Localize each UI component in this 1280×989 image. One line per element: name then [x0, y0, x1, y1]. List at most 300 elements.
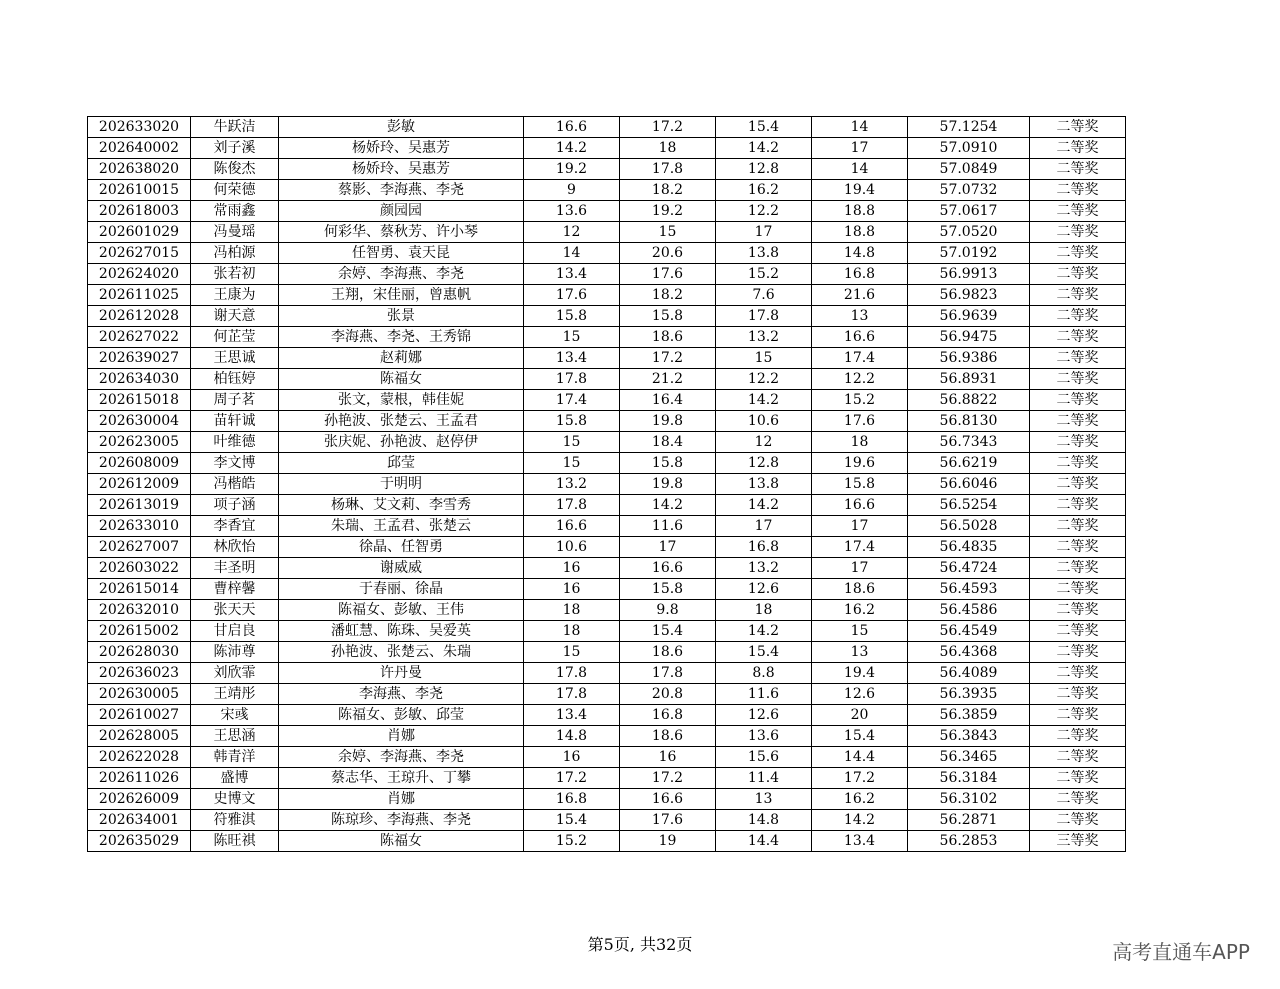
award-cell: 二等奖: [1030, 621, 1126, 642]
teacher-cell: 任智勇、袁天昆: [279, 243, 524, 264]
teacher-cell: 杨娇玲、吴惠芳: [279, 138, 524, 159]
score-1-cell: 13.2: [524, 474, 620, 495]
award-cell: 二等奖: [1030, 768, 1126, 789]
student-name-cell: 曹梓馨: [191, 579, 279, 600]
score-1-cell: 14.8: [524, 726, 620, 747]
student-name-cell: 冯曼瑶: [191, 222, 279, 243]
table-row: [88, 600, 1126, 621]
score-3-cell: 14.2: [716, 621, 812, 642]
student-id-cell: 202636023: [88, 663, 191, 684]
score-1-cell: 17.8: [524, 663, 620, 684]
award-cell: 二等奖: [1030, 180, 1126, 201]
score-4-cell: 14.4: [812, 747, 908, 768]
score-1-cell: 15.8: [524, 411, 620, 432]
score-1-cell: 15: [524, 432, 620, 453]
table-row: [88, 327, 1126, 348]
score-2-cell: 18.2: [620, 180, 716, 201]
score-4-cell: 13: [812, 306, 908, 327]
score-3-cell: 13.6: [716, 726, 812, 747]
award-cell: 二等奖: [1030, 306, 1126, 327]
score-2-cell: 15.8: [620, 453, 716, 474]
total-score-cell: 56.8931: [908, 369, 1030, 390]
score-3-cell: 13.2: [716, 558, 812, 579]
student-name-cell: 王思涵: [191, 726, 279, 747]
teacher-cell: 孙艳波、张楚云、王孟君: [279, 411, 524, 432]
student-id-cell: 202611026: [88, 768, 191, 789]
teacher-cell: 于春丽、徐晶: [279, 579, 524, 600]
score-4-cell: 14.2: [812, 810, 908, 831]
student-name-cell: 李文博: [191, 453, 279, 474]
total-score-cell: 56.9823: [908, 285, 1030, 306]
table-row: [88, 621, 1126, 642]
teacher-cell: 陈福女: [279, 369, 524, 390]
student-id-cell: 202627015: [88, 243, 191, 264]
student-id-cell: 202624020: [88, 264, 191, 285]
student-id-cell: 202613019: [88, 495, 191, 516]
award-cell: 二等奖: [1030, 789, 1126, 810]
score-4-cell: 15.8: [812, 474, 908, 495]
award-cell: 二等奖: [1030, 138, 1126, 159]
total-score-cell: 56.5254: [908, 495, 1030, 516]
student-id-cell: 202634001: [88, 810, 191, 831]
score-3-cell: 13.8: [716, 474, 812, 495]
teacher-cell: 张景: [279, 306, 524, 327]
score-2-cell: 9.8: [620, 600, 716, 621]
score-4-cell: 21.6: [812, 285, 908, 306]
score-3-cell: 15.2: [716, 264, 812, 285]
award-cell: 二等奖: [1030, 537, 1126, 558]
table-row: [88, 495, 1126, 516]
table-row: [88, 411, 1126, 432]
award-cell: 二等奖: [1030, 264, 1126, 285]
award-cell: 二等奖: [1030, 243, 1126, 264]
teacher-cell: 李海燕、李尧: [279, 684, 524, 705]
total-score-cell: 56.9913: [908, 264, 1030, 285]
score-1-cell: 18: [524, 621, 620, 642]
award-cell: 二等奖: [1030, 348, 1126, 369]
award-cell: 二等奖: [1030, 747, 1126, 768]
score-4-cell: 18: [812, 432, 908, 453]
score-1-cell: 19.2: [524, 159, 620, 180]
score-3-cell: 12.6: [716, 579, 812, 600]
student-name-cell: 丰圣明: [191, 558, 279, 579]
score-1-cell: 17.8: [524, 495, 620, 516]
total-score-cell: 56.3843: [908, 726, 1030, 747]
student-id-cell: 202608009: [88, 453, 191, 474]
award-cell: 二等奖: [1030, 474, 1126, 495]
score-3-cell: 12.2: [716, 369, 812, 390]
score-1-cell: 13.4: [524, 264, 620, 285]
score-1-cell: 18: [524, 600, 620, 621]
score-4-cell: 19.4: [812, 663, 908, 684]
teacher-cell: 陈琼珍、李海燕、李尧: [279, 810, 524, 831]
table-row: [88, 726, 1126, 747]
student-id-cell: 202630005: [88, 684, 191, 705]
score-2-cell: 17.2: [620, 348, 716, 369]
table-row: [88, 579, 1126, 600]
score-4-cell: 16.2: [812, 600, 908, 621]
total-score-cell: 56.2853: [908, 831, 1030, 852]
score-3-cell: 15.4: [716, 117, 812, 138]
score-3-cell: 13.8: [716, 243, 812, 264]
score-3-cell: 16.2: [716, 180, 812, 201]
student-id-cell: 202630004: [88, 411, 191, 432]
table-row: [88, 663, 1126, 684]
score-2-cell: 16.6: [620, 558, 716, 579]
student-name-cell: 冯楷皓: [191, 474, 279, 495]
score-3-cell: 14.8: [716, 810, 812, 831]
student-name-cell: 张若初: [191, 264, 279, 285]
total-score-cell: 56.4368: [908, 642, 1030, 663]
award-cell: 二等奖: [1030, 222, 1126, 243]
score-2-cell: 19.8: [620, 411, 716, 432]
student-name-cell: 项子涵: [191, 495, 279, 516]
table-row: [88, 285, 1126, 306]
score-3-cell: 15.6: [716, 747, 812, 768]
student-name-cell: 陈俊杰: [191, 159, 279, 180]
teacher-cell: 潘虹慧、陈珠、吴爱英: [279, 621, 524, 642]
total-score-cell: 56.9386: [908, 348, 1030, 369]
score-2-cell: 20.6: [620, 243, 716, 264]
student-id-cell: 202635029: [88, 831, 191, 852]
student-name-cell: 宋彧: [191, 705, 279, 726]
score-1-cell: 16: [524, 747, 620, 768]
teacher-cell: 陈福女、彭敏、王伟: [279, 600, 524, 621]
score-3-cell: 12.8: [716, 453, 812, 474]
score-1-cell: 17.2: [524, 768, 620, 789]
score-2-cell: 18.6: [620, 327, 716, 348]
teacher-cell: 陈福女: [279, 831, 524, 852]
total-score-cell: 56.4593: [908, 579, 1030, 600]
student-name-cell: 史博文: [191, 789, 279, 810]
score-2-cell: 16.8: [620, 705, 716, 726]
student-name-cell: 牛跃洁: [191, 117, 279, 138]
student-name-cell: 何芷莹: [191, 327, 279, 348]
student-name-cell: 陈沛尊: [191, 642, 279, 663]
student-name-cell: 林欣怡: [191, 537, 279, 558]
score-4-cell: 17: [812, 516, 908, 537]
score-2-cell: 16.4: [620, 390, 716, 411]
score-4-cell: 16.8: [812, 264, 908, 285]
student-name-cell: 王康为: [191, 285, 279, 306]
score-1-cell: 15.8: [524, 306, 620, 327]
student-id-cell: 202626009: [88, 789, 191, 810]
total-score-cell: 57.0849: [908, 159, 1030, 180]
award-cell: 三等奖: [1030, 831, 1126, 852]
score-2-cell: 19: [620, 831, 716, 852]
table-row: [88, 180, 1126, 201]
table-row: [88, 201, 1126, 222]
award-cell: 二等奖: [1030, 201, 1126, 222]
total-score-cell: 56.4835: [908, 537, 1030, 558]
score-2-cell: 21.2: [620, 369, 716, 390]
score-3-cell: 17: [716, 222, 812, 243]
total-score-cell: 56.3465: [908, 747, 1030, 768]
teacher-cell: 于明明: [279, 474, 524, 495]
score-1-cell: 15.4: [524, 810, 620, 831]
student-id-cell: 202610015: [88, 180, 191, 201]
award-cell: 二等奖: [1030, 642, 1126, 663]
total-score-cell: 56.7343: [908, 432, 1030, 453]
student-name-cell: 何荣德: [191, 180, 279, 201]
student-name-cell: 盛博: [191, 768, 279, 789]
score-3-cell: 16.8: [716, 537, 812, 558]
student-id-cell: 202640002: [88, 138, 191, 159]
award-cell: 二等奖: [1030, 411, 1126, 432]
score-4-cell: 13: [812, 642, 908, 663]
table-row: [88, 453, 1126, 474]
student-name-cell: 符雅淇: [191, 810, 279, 831]
student-id-cell: 202611025: [88, 285, 191, 306]
table-row: [88, 159, 1126, 180]
score-1-cell: 14: [524, 243, 620, 264]
score-1-cell: 16.6: [524, 117, 620, 138]
total-score-cell: 56.8822: [908, 390, 1030, 411]
teacher-cell: 余婷、李海燕、李尧: [279, 747, 524, 768]
student-name-cell: 张天天: [191, 600, 279, 621]
total-score-cell: 57.0617: [908, 201, 1030, 222]
score-1-cell: 13.6: [524, 201, 620, 222]
student-id-cell: 202610027: [88, 705, 191, 726]
score-1-cell: 15: [524, 327, 620, 348]
student-id-cell: 202618003: [88, 201, 191, 222]
score-1-cell: 15.2: [524, 831, 620, 852]
award-cell: 二等奖: [1030, 663, 1126, 684]
score-1-cell: 17.4: [524, 390, 620, 411]
score-2-cell: 20.8: [620, 684, 716, 705]
total-score-cell: 57.0520: [908, 222, 1030, 243]
score-2-cell: 18.4: [620, 432, 716, 453]
total-score-cell: 56.4089: [908, 663, 1030, 684]
student-id-cell: 202612009: [88, 474, 191, 495]
total-score-cell: 56.5028: [908, 516, 1030, 537]
student-name-cell: 王靖彤: [191, 684, 279, 705]
student-name-cell: 周子茗: [191, 390, 279, 411]
student-id-cell: 202632010: [88, 600, 191, 621]
score-2-cell: 15.8: [620, 579, 716, 600]
student-name-cell: 常雨鑫: [191, 201, 279, 222]
total-score-cell: 56.3184: [908, 768, 1030, 789]
student-name-cell: 刘欣霏: [191, 663, 279, 684]
score-3-cell: 15.4: [716, 642, 812, 663]
score-3-cell: 12: [716, 432, 812, 453]
total-score-cell: 56.8130: [908, 411, 1030, 432]
score-1-cell: 14.2: [524, 138, 620, 159]
score-3-cell: 8.8: [716, 663, 812, 684]
score-2-cell: 19.8: [620, 474, 716, 495]
award-cell: 二等奖: [1030, 810, 1126, 831]
score-2-cell: 15.8: [620, 306, 716, 327]
total-score-cell: 56.9639: [908, 306, 1030, 327]
score-3-cell: 14.2: [716, 138, 812, 159]
table-row: [88, 768, 1126, 789]
student-name-cell: 冯柏源: [191, 243, 279, 264]
total-score-cell: 57.0732: [908, 180, 1030, 201]
score-4-cell: 16.6: [812, 495, 908, 516]
total-score-cell: 56.3859: [908, 705, 1030, 726]
score-4-cell: 17.2: [812, 768, 908, 789]
teacher-cell: 何彩华、蔡秋芳、许小琴: [279, 222, 524, 243]
teacher-cell: 谢威威: [279, 558, 524, 579]
score-4-cell: 18.8: [812, 201, 908, 222]
score-4-cell: 16.2: [812, 789, 908, 810]
award-cell: 二等奖: [1030, 726, 1126, 747]
score-2-cell: 17: [620, 537, 716, 558]
score-1-cell: 9: [524, 180, 620, 201]
watermark-text: 高考直通车APP: [1112, 940, 1250, 964]
score-3-cell: 13: [716, 789, 812, 810]
score-3-cell: 14.2: [716, 390, 812, 411]
student-name-cell: 王思诚: [191, 348, 279, 369]
score-2-cell: 16.6: [620, 789, 716, 810]
student-id-cell: 202639027: [88, 348, 191, 369]
score-2-cell: 17.8: [620, 663, 716, 684]
score-4-cell: 15: [812, 621, 908, 642]
score-3-cell: 13.2: [716, 327, 812, 348]
score-1-cell: 17.8: [524, 369, 620, 390]
student-id-cell: 202633020: [88, 117, 191, 138]
table-row: [88, 117, 1126, 138]
score-1-cell: 16: [524, 579, 620, 600]
student-name-cell: 苗轩诚: [191, 411, 279, 432]
score-4-cell: 14: [812, 159, 908, 180]
score-3-cell: 14.2: [716, 495, 812, 516]
teacher-cell: 许丹曼: [279, 663, 524, 684]
score-1-cell: 10.6: [524, 537, 620, 558]
teacher-cell: 陈福女、彭敏、邱莹: [279, 705, 524, 726]
score-2-cell: 17.2: [620, 768, 716, 789]
total-score-cell: 56.3935: [908, 684, 1030, 705]
award-cell: 二等奖: [1030, 159, 1126, 180]
total-score-cell: 56.6219: [908, 453, 1030, 474]
student-id-cell: 202612028: [88, 306, 191, 327]
score-4-cell: 13.4: [812, 831, 908, 852]
student-id-cell: 202628030: [88, 642, 191, 663]
student-id-cell: 202627007: [88, 537, 191, 558]
score-3-cell: 12.8: [716, 159, 812, 180]
score-2-cell: 11.6: [620, 516, 716, 537]
table-row: [88, 642, 1126, 663]
teacher-cell: 蔡影、李海燕、李尧: [279, 180, 524, 201]
results-table: [87, 116, 1126, 852]
student-name-cell: 柏钰婷: [191, 369, 279, 390]
score-3-cell: 11.6: [716, 684, 812, 705]
total-score-cell: 56.4724: [908, 558, 1030, 579]
table-row: [88, 537, 1126, 558]
score-2-cell: 18.6: [620, 726, 716, 747]
teacher-cell: 王翔，宋佳丽，曾惠帆: [279, 285, 524, 306]
student-id-cell: 202628005: [88, 726, 191, 747]
table-body: [88, 117, 1126, 852]
score-1-cell: 15: [524, 642, 620, 663]
score-4-cell: 14: [812, 117, 908, 138]
student-id-cell: 202615014: [88, 579, 191, 600]
teacher-cell: 赵莉娜: [279, 348, 524, 369]
score-4-cell: 14.8: [812, 243, 908, 264]
teacher-cell: 颜园园: [279, 201, 524, 222]
award-cell: 二等奖: [1030, 369, 1126, 390]
total-score-cell: 56.3102: [908, 789, 1030, 810]
score-3-cell: 17.8: [716, 306, 812, 327]
score-3-cell: 18: [716, 600, 812, 621]
score-2-cell: 18.2: [620, 285, 716, 306]
score-2-cell: 17.6: [620, 264, 716, 285]
score-3-cell: 17: [716, 516, 812, 537]
teacher-cell: 杨琳、艾文莉、李雪秀: [279, 495, 524, 516]
table-row: [88, 243, 1126, 264]
award-cell: 二等奖: [1030, 558, 1126, 579]
table-row: [88, 558, 1126, 579]
score-4-cell: 17: [812, 558, 908, 579]
student-id-cell: 202634030: [88, 369, 191, 390]
score-4-cell: 15.2: [812, 390, 908, 411]
award-cell: 二等奖: [1030, 117, 1126, 138]
score-4-cell: 17.4: [812, 348, 908, 369]
student-id-cell: 202615018: [88, 390, 191, 411]
score-4-cell: 16.6: [812, 327, 908, 348]
score-2-cell: 18: [620, 138, 716, 159]
student-id-cell: 202615002: [88, 621, 191, 642]
table-row: [88, 747, 1126, 768]
total-score-cell: 56.4549: [908, 621, 1030, 642]
table-row: [88, 432, 1126, 453]
table-row: [88, 348, 1126, 369]
score-2-cell: 15.4: [620, 621, 716, 642]
score-3-cell: 15: [716, 348, 812, 369]
score-1-cell: 12: [524, 222, 620, 243]
score-1-cell: 16.8: [524, 789, 620, 810]
student-name-cell: 陈旺祺: [191, 831, 279, 852]
student-id-cell: 202638020: [88, 159, 191, 180]
score-3-cell: 12.6: [716, 705, 812, 726]
score-3-cell: 11.4: [716, 768, 812, 789]
teacher-cell: 徐晶、任智勇: [279, 537, 524, 558]
score-2-cell: 18.6: [620, 642, 716, 663]
award-cell: 二等奖: [1030, 495, 1126, 516]
score-2-cell: 14.2: [620, 495, 716, 516]
score-3-cell: 7.6: [716, 285, 812, 306]
score-4-cell: 19.4: [812, 180, 908, 201]
teacher-cell: 肖娜: [279, 726, 524, 747]
teacher-cell: 朱瑞、王孟君、张楚云: [279, 516, 524, 537]
score-4-cell: 17.6: [812, 411, 908, 432]
total-score-cell: 56.6046: [908, 474, 1030, 495]
award-cell: 二等奖: [1030, 600, 1126, 621]
student-name-cell: 谢天意: [191, 306, 279, 327]
score-4-cell: 12.2: [812, 369, 908, 390]
score-2-cell: 19.2: [620, 201, 716, 222]
award-cell: 二等奖: [1030, 579, 1126, 600]
page-number: 第5页, 共32页: [587, 935, 693, 954]
score-4-cell: 19.6: [812, 453, 908, 474]
score-2-cell: 15: [620, 222, 716, 243]
student-id-cell: 202603022: [88, 558, 191, 579]
score-3-cell: 14.4: [716, 831, 812, 852]
table-row: [88, 390, 1126, 411]
award-cell: 二等奖: [1030, 327, 1126, 348]
student-id-cell: 202633010: [88, 516, 191, 537]
table-row: [88, 369, 1126, 390]
teacher-cell: 蔡志华、王琼升、丁攀: [279, 768, 524, 789]
award-cell: 二等奖: [1030, 684, 1126, 705]
student-name-cell: 刘子溪: [191, 138, 279, 159]
score-3-cell: 10.6: [716, 411, 812, 432]
award-cell: 二等奖: [1030, 453, 1126, 474]
total-score-cell: 57.0910: [908, 138, 1030, 159]
score-4-cell: 17.4: [812, 537, 908, 558]
table-row: [88, 474, 1126, 495]
table-row: [88, 705, 1126, 726]
